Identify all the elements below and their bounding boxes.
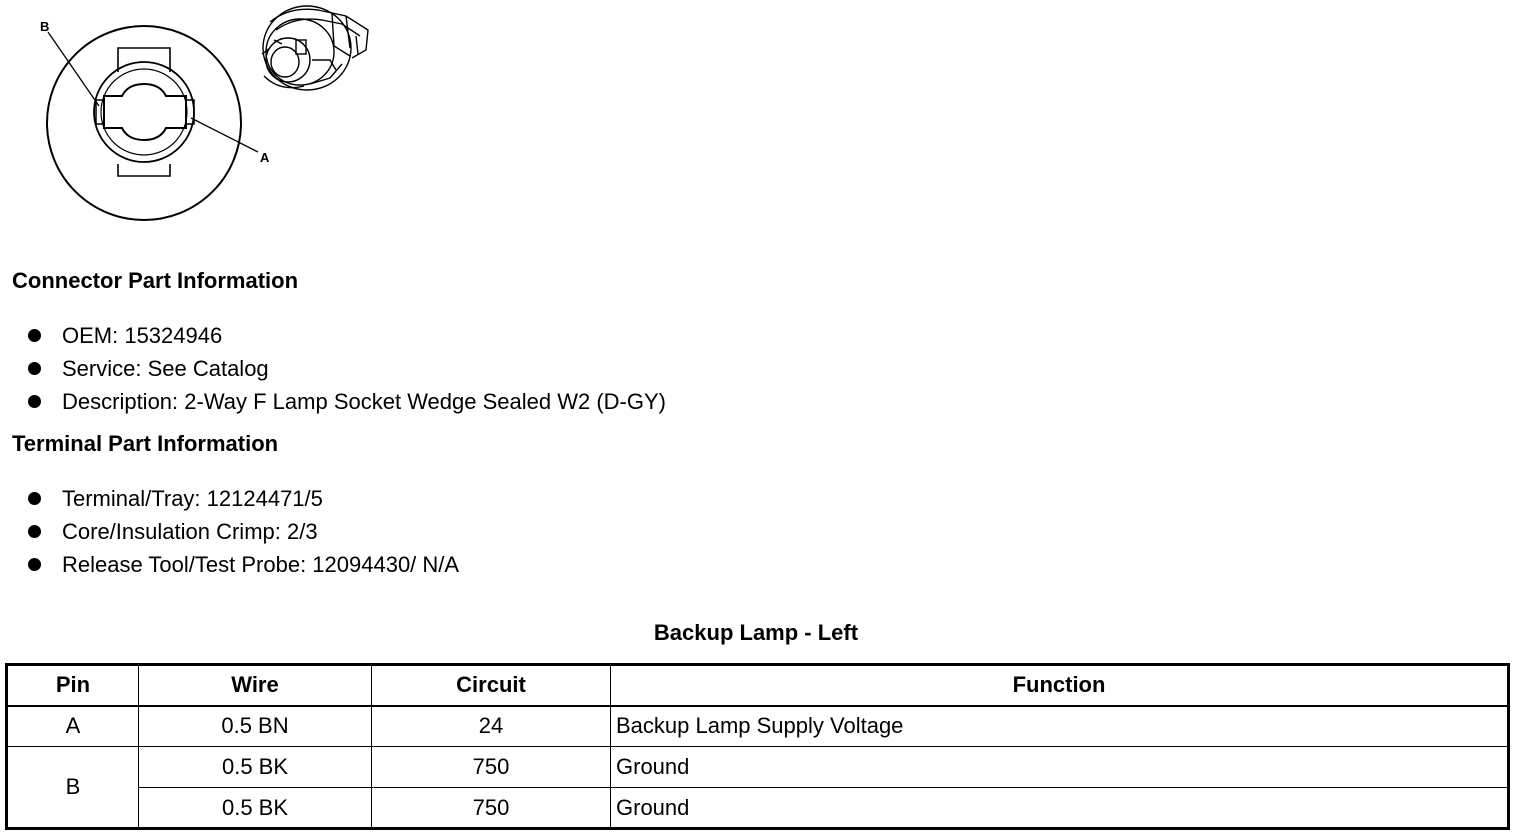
connector-oem: OEM: 15324946 xyxy=(62,323,223,348)
connector-outer-ring xyxy=(47,26,241,220)
cell-function: Ground xyxy=(611,747,1509,788)
cell-circuit: 750 xyxy=(372,747,611,788)
cell-wire: 0.5 BK xyxy=(139,747,372,788)
table-header-row xyxy=(7,665,1509,706)
header-function: Function xyxy=(611,665,1509,706)
connector-info-heading: Connector Part Information xyxy=(12,268,299,293)
connector-bottom-tab xyxy=(118,164,170,176)
lamp-socket-isometric xyxy=(262,6,368,90)
cell-function: Backup Lamp Supply Voltage xyxy=(611,706,1509,747)
bullet-icon xyxy=(28,558,41,571)
list-item xyxy=(28,319,666,352)
connector-info-list xyxy=(28,319,666,418)
pinout-table xyxy=(5,663,1510,830)
callout-b-leader xyxy=(48,32,99,106)
connector-diagram xyxy=(0,0,400,225)
header-pin: Pin xyxy=(7,665,139,706)
bullet-icon xyxy=(28,525,41,538)
header-circuit: Circuit xyxy=(372,665,611,706)
bullet-icon xyxy=(28,492,41,505)
cell-pin: B xyxy=(7,747,139,829)
bullet-icon xyxy=(28,395,41,408)
table-row xyxy=(7,706,1509,747)
cell-wire: 0.5 BN xyxy=(139,706,372,747)
cell-pin: A xyxy=(7,706,139,747)
connector-inner-ring xyxy=(94,62,194,162)
cell-circuit: 24 xyxy=(372,706,611,747)
terminal-tray: Terminal/Tray: 12124471/5 xyxy=(62,486,323,511)
callout-a-label: A xyxy=(260,150,270,165)
callout-b-label: B xyxy=(40,19,50,34)
list-item xyxy=(28,385,666,418)
table-row xyxy=(7,747,1509,788)
terminal-info-heading: Terminal Part Information xyxy=(12,431,279,456)
terminal-info-list xyxy=(28,482,459,581)
terminal-cavity xyxy=(104,84,186,140)
cell-circuit: 750 xyxy=(372,788,611,829)
bullet-icon xyxy=(28,362,41,375)
list-item xyxy=(28,548,459,581)
list-item xyxy=(28,515,459,548)
list-item xyxy=(28,352,666,385)
connector-description: Description: 2-Way F Lamp Socket Wedge Sealed W2 (D-GY) xyxy=(62,389,666,414)
connector-service: Service: See Catalog xyxy=(62,356,269,381)
list-item xyxy=(28,482,459,515)
header-wire: Wire xyxy=(139,665,372,706)
callout-a-leader xyxy=(191,118,258,152)
terminal-release-tool: Release Tool/Test Probe: 12094430/ N/A xyxy=(62,552,460,577)
terminal-crimp: Core/Insulation Crimp: 2/3 xyxy=(62,519,318,544)
table-row xyxy=(7,788,1509,829)
connector-inner-ring-secondary xyxy=(101,69,187,155)
cell-function: Ground xyxy=(611,788,1509,829)
cell-wire: 0.5 BK xyxy=(139,788,372,829)
bullet-icon xyxy=(28,329,41,342)
table-title: Backup Lamp - Left xyxy=(653,620,859,645)
